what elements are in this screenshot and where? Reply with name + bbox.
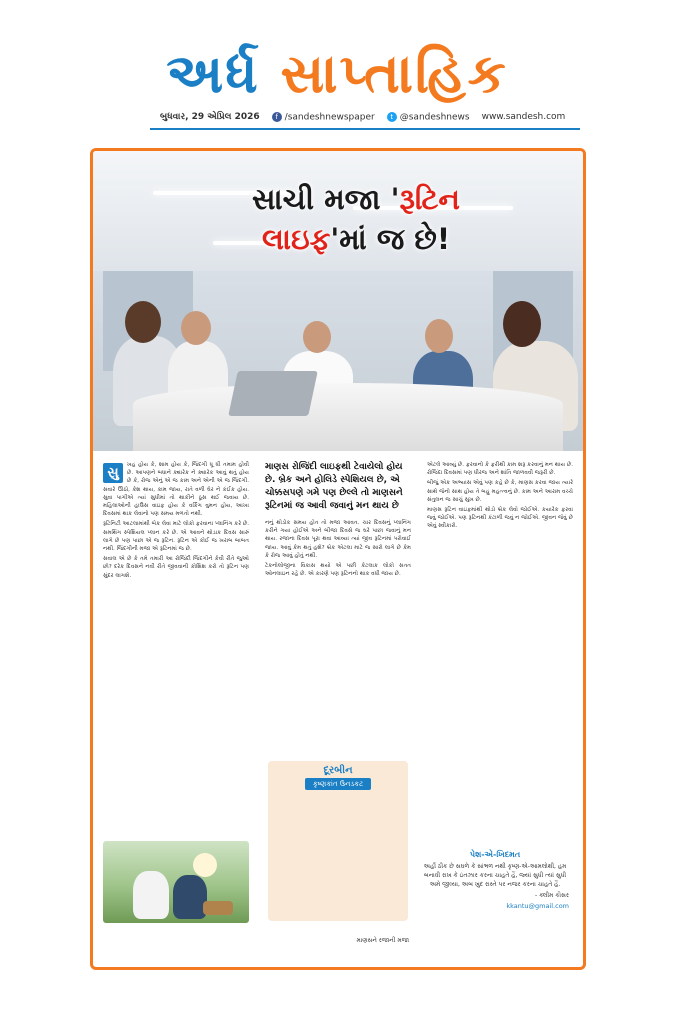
info-bar — [160, 110, 590, 124]
office-meeting-photo — [93, 151, 583, 451]
closing-line: માણસને રજાની મજા — [356, 937, 409, 944]
paragraph: ટેકનોલોજીના વિકાસ થયો એ પછી કેટલાક લોકો સતત ઓનલાઇન રહે છે. એ કારણે પણ રૂટિનનો થાક વધી જાય છે. — [265, 563, 411, 578]
twitter-link[interactable]: t @sandeshnews — [387, 112, 470, 123]
logo-part-2: સાપ્તાહિક — [280, 42, 508, 105]
issue-date: બુધવાર, 29 એપ્રિલ 2026 — [160, 112, 260, 122]
website-link[interactable]: www.sandesh.com — [481, 112, 566, 122]
facebook-link[interactable]: f /sandeshnewspaper — [272, 112, 375, 123]
person-head — [181, 311, 211, 345]
column-3 — [427, 461, 573, 841]
person-head — [503, 301, 541, 347]
pull-quote: માણસ રોજિંદી લાઇફથી ટેવાયેલો હોય છે. બ્રેક અને હોલિડે સ્પેશિયલ છે, એ ચોક્કસપણે ગમે પણ છેલ્લે તો માણસને રૂટિનમાં જ આવી જવાનું મન થાય છે — [265, 462, 403, 511]
column-2 — [265, 461, 411, 761]
column-badge — [274, 767, 402, 790]
person-head — [125, 301, 161, 343]
logo-part-1: અર્ધ — [166, 42, 260, 105]
masthead-divider — [150, 128, 580, 130]
newspaper-logo — [0, 42, 674, 106]
poem-box — [421, 851, 569, 947]
masthead — [0, 0, 674, 135]
paragraph: એટલે આવ્યું છે. ફરવાનો કે ફરીથી કામ શરૂ કરવાનું મન થાય છે. રોજિંદા દિવસમાં પણ ધીરજ અને શાંતિ જાળવવી જરૂરી છે. — [427, 462, 573, 477]
person — [133, 871, 169, 919]
column-author: કૃષ્ણકાંત ઉનડકટ — [305, 778, 371, 790]
paragraph: નનું થોડોક સમય હોત તો મજા આવત. ચાર દિવસનું પ્લાનિંગ કરીને ગયા હોઈએ અને બીજા દિવસે જ ઘરે પાછા જવાનું મન થાય. રજાના દિવસ પૂરા થવા આવ્યા ત્યાં જીવ રૂટિનમાં પરોવાઈ જાય. આવું કેમ થતું હશે? બ્રેક એટલા માટે જ સારો લાગે છે કેમ કે રોજ આવું હોતું નથી. — [265, 520, 411, 559]
column-1 — [103, 461, 249, 841]
paragraph: ખહ હોય કે, શામ હોય કે, જિંદગી ધૂ ધી તમામ હોવી છે. આપણને બધાને ક્યારેક ને ક્યારેક આવું થતું હોય છે કે, રોજ એનું એ જ કામ અને એની એ જ જિંદગી. સવારે ઊઠો, કેશ થાય, કામ જાય, રાતે વળી ઘેર ને કંઈક હોય. સુવા પાગીએ ત્યાં સુધીમાં તો થાકીને ઠૂસ થઈ જવાય છે. મહિલાઓની હાઉસ વાઇફ હોય કે વર્કિંગ વુમન હોય, આખા દિવસમાં થાક લેવાનો પણ સમય મળતો નથી. — [103, 462, 249, 518]
poem-title: પેશ-એ-ખિદમત — [469, 850, 521, 859]
poem-verse: અહીં ઠીક છે સઘળે કે સાંભળ નથી કૃષ્ણ-એ-આમલોથી, હમ બનાવી રાખ કે ઇંતઝાર કરના ચાહતે હૈં, જ્યાં સુધી ત્યાં સુધી અમે જીવ્યા, અબ ખુદ રાસ્તે પર નજર કરના ચાહતે હૈં. — [423, 863, 567, 889]
column-badge-box — [268, 761, 408, 921]
picnic-basket — [203, 901, 233, 915]
dropcap: સુ — [103, 463, 123, 483]
person — [173, 875, 207, 919]
paragraph: માણસ રૂટિન વાઇફમાંથી થોડો બ્રેક લેવો જોઈએ. કયારેક ફરવા જવું જોઈએ. પણ રૂટિનથી કંટાળી જવું ન જોઈએ. જીવન જેવું છે એવું સ્વીકારો. — [427, 507, 573, 530]
article-frame — [90, 148, 586, 970]
author-email[interactable]: kkantu@gmail.com — [506, 902, 569, 911]
person-head — [425, 319, 453, 353]
column-title: દૂરબીન — [323, 765, 353, 776]
couple-picnic-photo — [103, 841, 249, 923]
facebook-icon: f — [272, 112, 282, 122]
paragraph: સવાલ એ છે કે તમે તમારી આ રોજિંદી જિંદગીને કેવી રીતે જુઓ છો? દરેક દિવસને નવી રીતે જીવવાની કોશિશ કરો તો રૂટિન પણ સુંદર લાગશે. — [103, 556, 249, 579]
conference-table — [133, 383, 563, 451]
paragraph: બીજું એક અભ્યાસ એવું પણ કહે છે કે, માણસ કરવા જાય ત્યારે સાથે જેનો સાથ હોય તે બહુ મહત્ત્વનું છે. કામ અને આરામ વચ્ચે સંતુલન જ સાચું સુખ છે. — [427, 480, 573, 503]
paragraph: રૂટિનિટી આટલામાંથી બેક લેવા માટે લોકો ફરવાના પ્લાનિંગ કરે છે. સમથિંગ સ્પેશિયલ પ્લાન કરે છે. એ આવને થોડાક દિવસ સારું લાગે છે પણ પાછા એ જ રૂટિન. રૂટિન એ કોઈ જ ખરાબ બાબત નથી. જિંદગીની મજા એ રૂટિનમાં જ છે. — [103, 521, 249, 553]
twitter-icon: t — [387, 112, 397, 122]
laptop — [228, 371, 318, 416]
article-body — [103, 461, 573, 961]
article-headline: સાચી મજા 'રૂટિન લાઇફ'માં જ છે! — [252, 182, 460, 256]
sun-glow — [193, 853, 217, 877]
person-head — [303, 321, 331, 353]
poet-name: - ક્લીમ કૌસર — [535, 892, 569, 900]
